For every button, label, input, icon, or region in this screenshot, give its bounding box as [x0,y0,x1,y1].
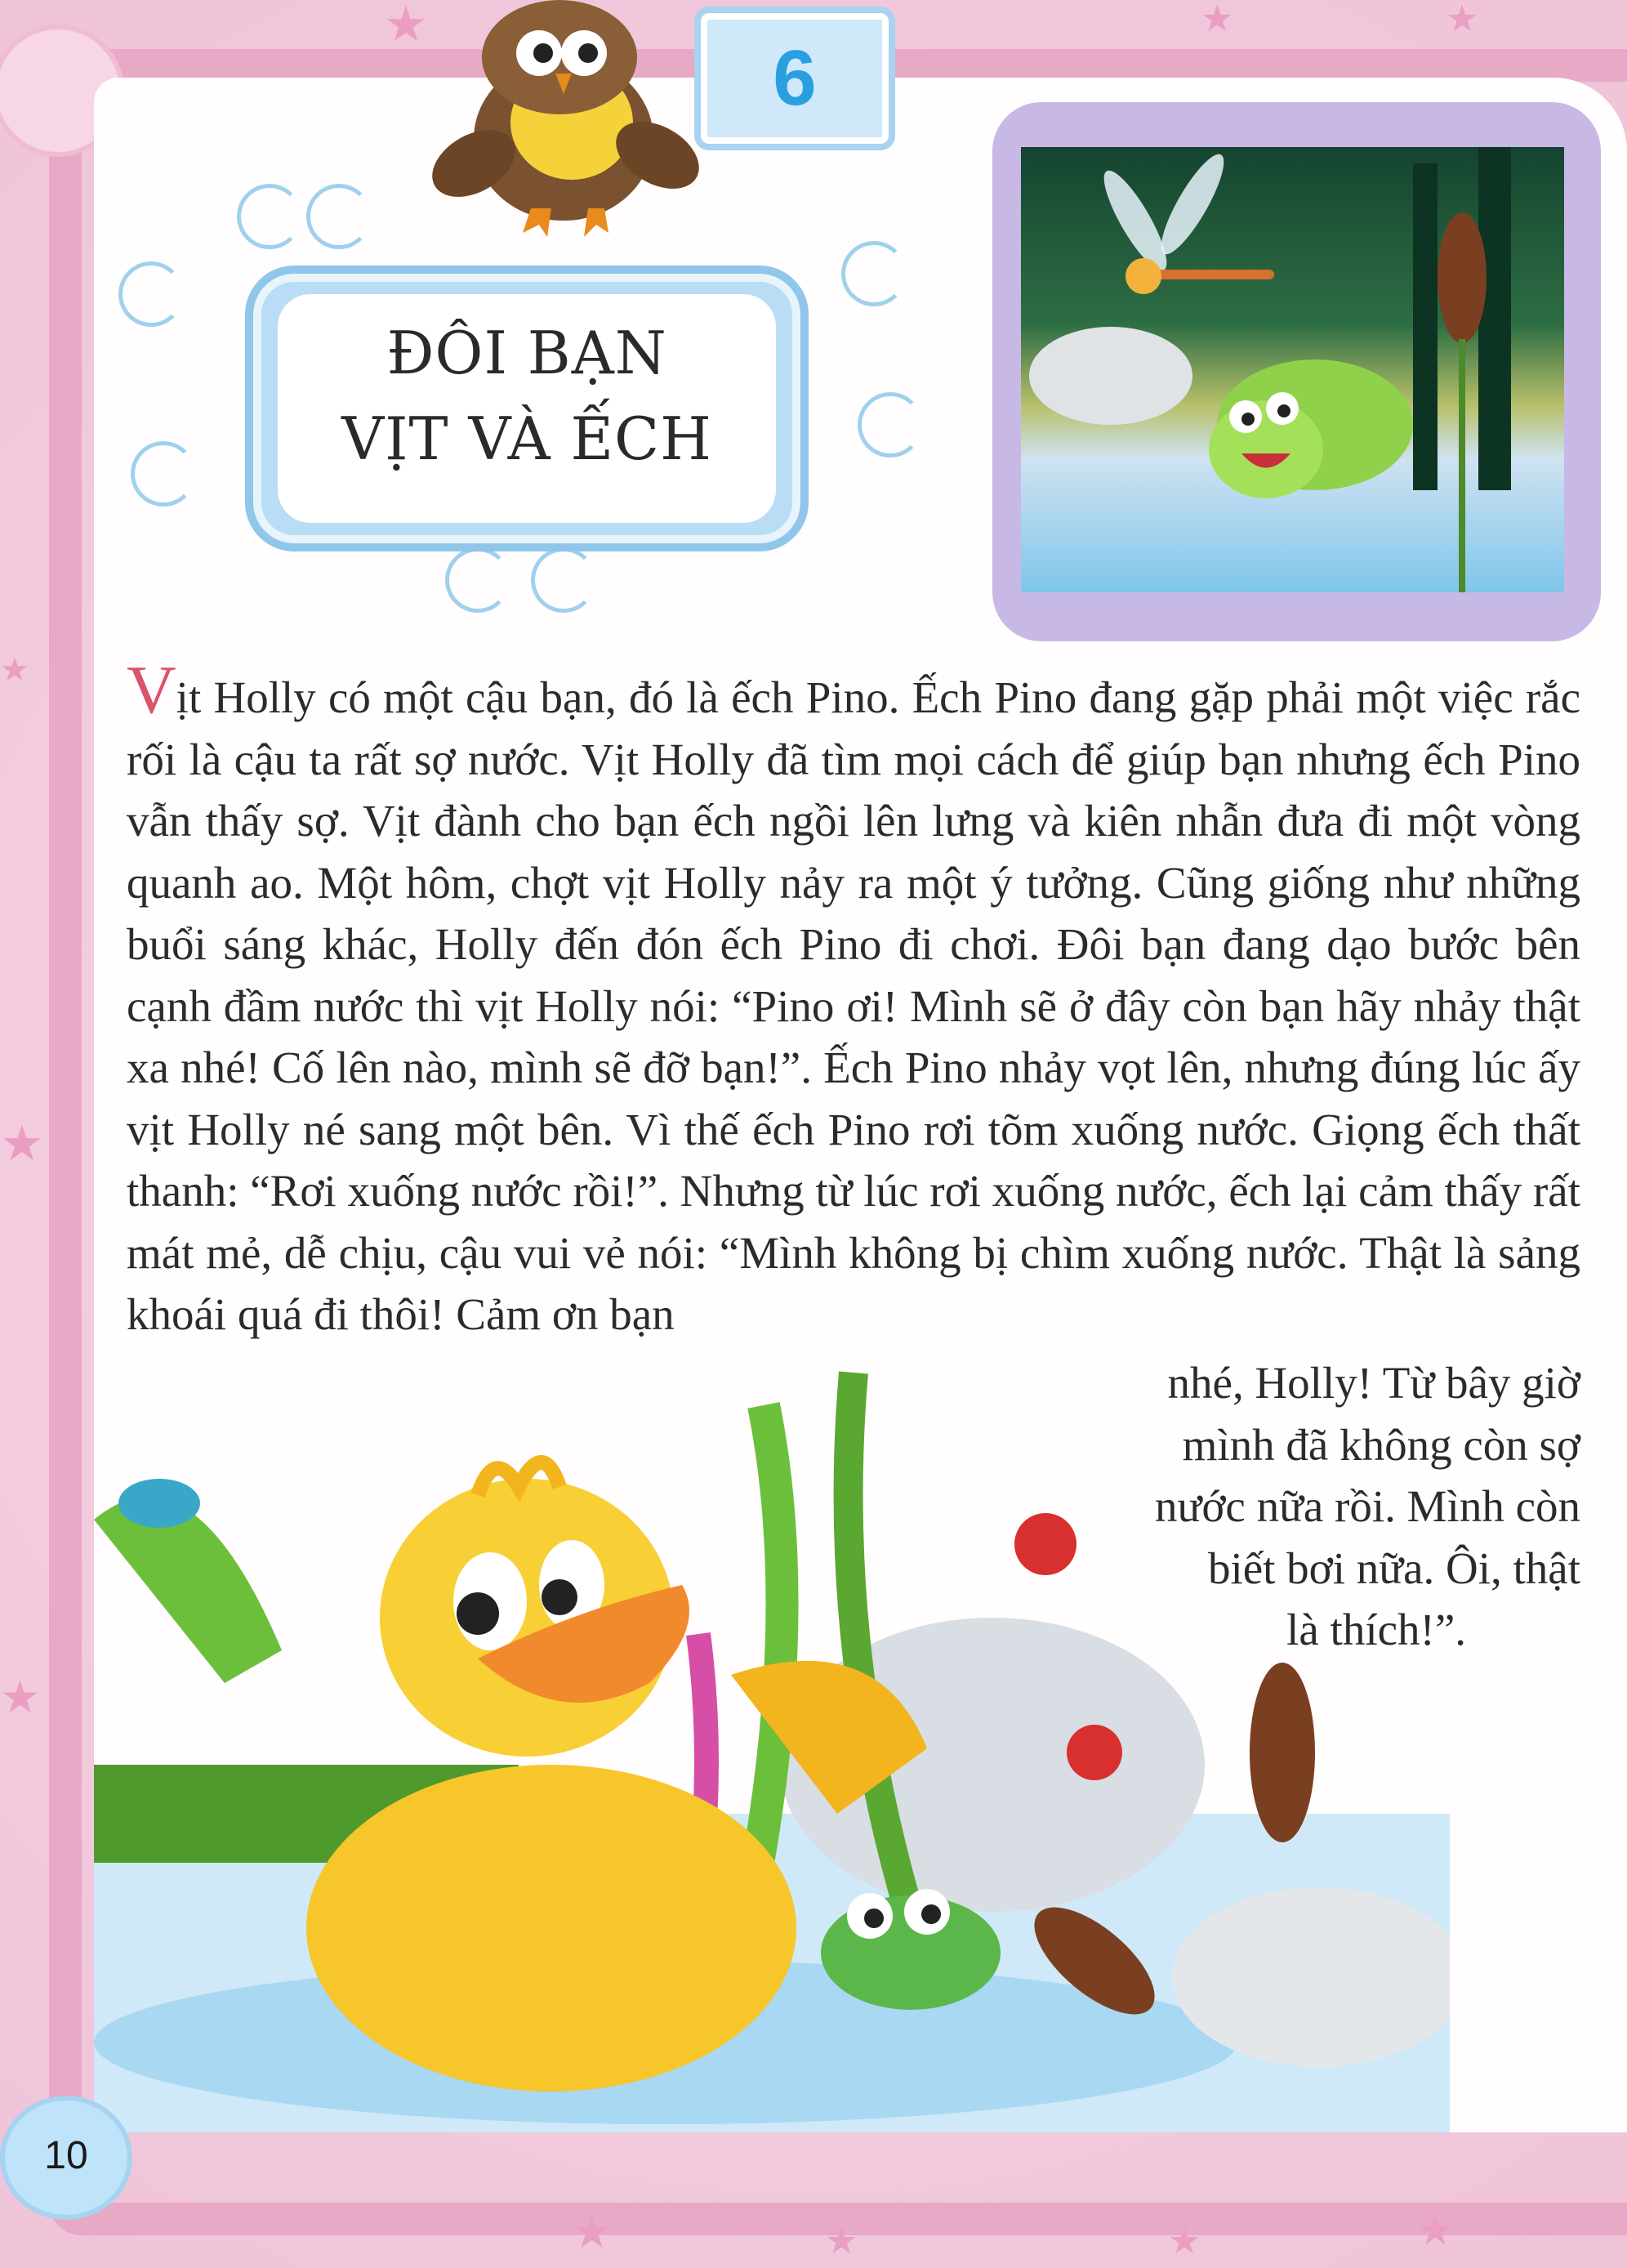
swirl-ornament [531,547,596,613]
swirl-ornament [131,441,196,507]
title-line-1: ĐÔI BẠN [386,319,667,387]
title-line-2: VỊT VÀ ẾCH [341,404,712,473]
star-icon: ★ [1417,2207,1454,2254]
frog-picture-frame [992,102,1601,641]
story-paragraph: ịt Holly có một cậu bạn, đó là ếch Pino. Ếch Pino đang gặp phải một việc rắc rối là cậu ta rất sợ nước. Vịt Holly đã tìm mọi cách để giúp bạn nhưng ếch Pino vẫn thấy sợ. Vịt đành cho bạn ếch ngồi lên lưng và kiên nhẫn đưa đi một vòng quanh ao. Một hôm, chợt vịt Holly nảy ra một ý tưởng. Cũng giống như những buổi sáng khác, Holly đến đón ếch Pino đi chơi. Đôi bạn đang dạo bước bên cạnh đầm nước thì vịt Holly nói: “Pino ơi! Mình sẽ ở đây còn bạn hãy nhảy thật xa nhé! Cố lên nào, mình sẽ đỡ bạn!”. Ếch Pino nhảy vọt lên, nhưng đúng lúc ấy vịt Holly né sang một bên. Vì thế ếch Pino rơi tõm xuống nước. Giọng ếch thất thanh: “Rơi xuống nước rồi!”. Nhưng từ lúc rơi xuống nước, ếch lại cảm thấy rất mát mẻ, dễ chịu, cậu vui vẻ nói: “Mình không bị chìm xuống nước. Thật là sảng khoái quá đi thôi! Cảm ơn bạn [127,672,1580,1339]
drop-cap: V [127,652,176,728]
star-icon: ★ [1168,2219,1201,2262]
frog-and-dragonfly-illustration [1021,147,1564,592]
swirl-ornament [858,392,923,458]
story-tail-line: là thích!”. [1286,1605,1466,1654]
story-text [127,652,1580,1346]
swirl-ornament [118,261,184,327]
star-icon: ★ [0,1671,41,1723]
chapter-number-badge: 6 [694,7,895,150]
story-tail-text [1107,1352,1580,1661]
star-icon: ★ [1201,0,1234,40]
star-icon: ★ [572,2206,613,2258]
story-tail-line: mình đã không còn sợ [1182,1419,1580,1470]
story-tail-line: biết bơi nữa. Ôi, thật [1207,1543,1580,1593]
title-plate [245,266,809,551]
star-icon: ★ [384,0,428,53]
story-tail-line: nước nữa rồi. Mình còn [1155,1481,1580,1531]
story-tail-line: nhé, Holly! Từ bây giờ [1167,1358,1580,1408]
star-icon: ★ [0,1115,44,1172]
star-icon: ★ [1446,0,1479,40]
star-icon: ★ [825,2219,858,2262]
page-number-badge [0,2096,132,2220]
swirl-ornament [237,184,302,249]
swirl-ornament [841,241,907,306]
swirl-ornament [306,184,372,249]
star-icon: ★ [0,651,29,689]
page-number: 10 [44,2134,88,2177]
swirl-ornament [445,547,510,613]
owl-illustration [425,0,702,245]
